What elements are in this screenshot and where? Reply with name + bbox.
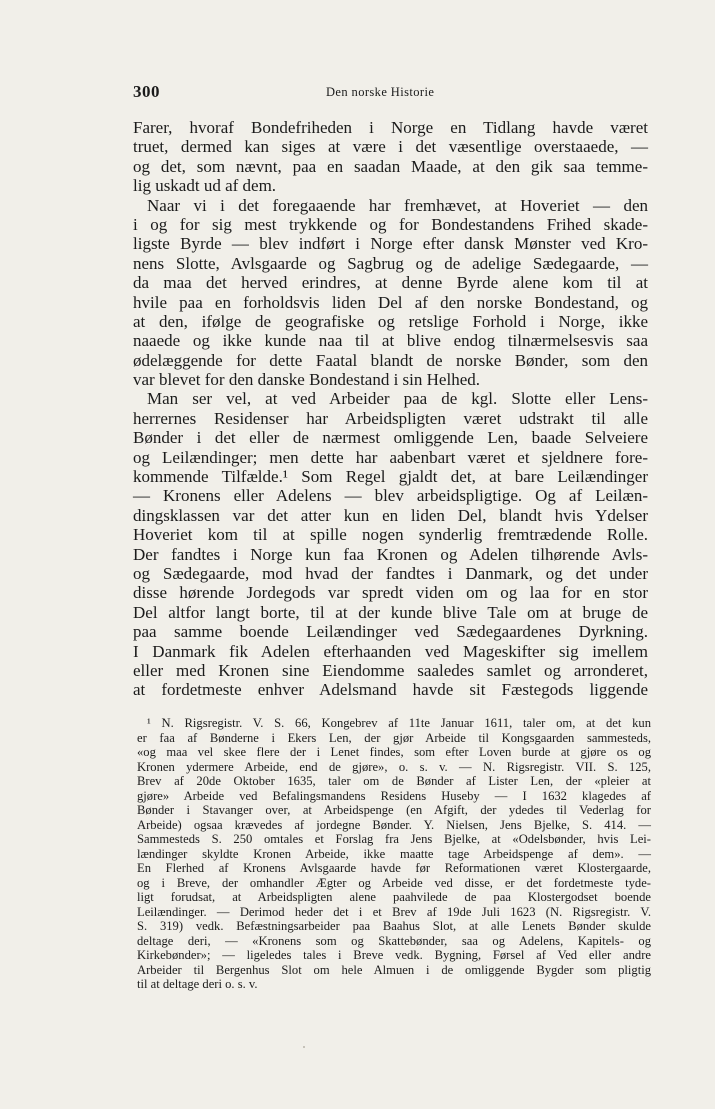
footnote-line: Kronen ydermere Arbeide, end de gjøre», o. s. v. — N. Rigsregistr. VII. S. 125, [137, 759, 651, 774]
footnote-line: Bønder i Stavanger over, at Arbeidspenge (en Afgift, der ydedes til Vederlag for [137, 803, 651, 817]
body-line: eller med Kronen sine Eiendomme saaledes samlet og arronderet, [133, 660, 648, 680]
footnote-line: «og maa vel skee flere der i Lenet findes, som efter Loven burde at gjøre os og [137, 745, 651, 759]
footnote-line: lændinger skyldte Kronen Arbeide, ikke maatte tage Arbeidspenge af dem». — [137, 846, 651, 861]
body-line: Del altfor langt borte, til at der kunde blive Tale om at bruge de [133, 602, 648, 622]
body-line: kommende Tilfælde.¹ Som Regel gjaldt det, at bare Leilændinger [133, 467, 648, 487]
body-line: — Kronens eller Adelens — blev arbeidspligtige. Og af Leilæn- [133, 486, 648, 506]
footnote-line: og i Breve, der omhandler Ægter og Arbeide ved disse, er det fordetmeste tyde- [137, 875, 651, 890]
body-line: lig uskadt ud af dem. [133, 176, 277, 196]
body-line: Hoveriet kom til at spille nogen synderlig fremtrædende Rolle. [133, 525, 648, 545]
body-line: at den, ifølge de geografiske og retslige Forhold i Norge, ikke [133, 311, 648, 331]
footnote-line: er faa af Bønderne i Ekers Len, der gjør Arbeide til Kongsgaarden sammesteds, [137, 730, 651, 745]
body-line: Man ser vel, at ved Arbeider paa de kgl. Slotte eller Lens- [147, 389, 648, 409]
footnote-line: En Flerhed af Kronens Avlsgaarde havde før Reformationen været Klostergaarde, [137, 861, 651, 875]
body-line: var blevet for den danske Bondestand i sin Helhed. [133, 370, 480, 390]
page-number: 300 [133, 82, 160, 101]
body-line: Bønder i det eller de nærmest omliggende Len, baade Selveiere [133, 428, 648, 448]
body-text [133, 118, 648, 700]
footnote-line: Arbeider til Bergenhus Slot om hele Almuen i de omliggende Bygder som pligtig [137, 962, 651, 977]
body-line: paa samme boende Leilændinger ved Sædegaardenes Dyrkning. [133, 622, 648, 642]
footnote-line: gjøre» Arbeide ved Befalingsmandens Residens Huseby — I 1632 klagedes af [137, 788, 651, 803]
body-line: Naar vi i det foregaaende har fremhævet, at Hoveriet — den [147, 195, 648, 215]
footnote-line: Sammesteds S. 250 omtales et Forslag fra Jens Bjelke, at «Odelsbønder, hvis Lei- [137, 832, 651, 846]
running-head: Den norske Historie [326, 85, 435, 99]
body-line: og det, som nævnt, paa en saadan Maade, at den gik saa temme- [133, 156, 648, 176]
body-line: naaede og ikke kunde naa til at blive endog tilnærmelsesvis saa [133, 331, 648, 351]
body-line: I Danmark fik Adelen efterhaanden ved Mageskifter sig imellem [133, 641, 648, 661]
footnote-line: til at deltage deri o. s. v. [137, 977, 258, 991]
body-line: i og for sig mest trykkende og for Bondestandens Frihed skade- [133, 214, 648, 234]
footnote-line: Leilændinger. — Derimod heder det i et Brev af 19de Juli 1623 (N. Rigsregistr. V. [137, 904, 651, 919]
body-line: disse hørende Jordegods var spredt viden om og laa for en stor [133, 583, 648, 603]
body-line: ligste Byrde — blev indført i Norge efter dansk Mønster ved Kro- [133, 234, 648, 254]
body-line: da maa det herved erindres, at denne Byrde alene kom til at [133, 273, 648, 293]
body-line: truet, dermed kan siges at være i det væsentlige overstaaede, — [133, 137, 648, 157]
body-line: og Leilændinger; men dette har aabenbart været et sjeldnere fore- [133, 447, 648, 467]
body-line: herrernes Residenser har Arbeidspligten været udstrakt til alle [133, 408, 648, 428]
body-line: ødelæggende for dette Faatal blandt de norske Bønder, som den [133, 350, 648, 370]
body-line: dingsklassen var det atter kun en liden Del, blandt hvis Ydelser [133, 505, 648, 525]
footnote-line: S. 319) vedk. Befæstningsarbeider paa Baahus Slot, at alle Lenets Bønder skulde [137, 919, 651, 933]
page-header [133, 82, 647, 102]
body-line: Der fandtes i Norge kun faa Kronen og Adelen tilhørende Avls- [133, 544, 648, 564]
footnote-line: Kirkebønder»; — ligeledes tales i Breve vedk. Bygning, Førsel af Ved eller andre [137, 948, 651, 962]
body-line: at fordetmeste enhver Adelsmand havde sit Fæstegods liggende [133, 680, 648, 700]
body-line: og Sædegaarde, mod hvad der fandtes i Danmark, og det under [133, 563, 648, 583]
footnote-line: ¹ N. Rigsregistr. V. S. 66, Kongebrev af 11te Januar 1611, taler om, at det kun [147, 716, 651, 730]
footnote-line: Brev af 20de Oktober 1635, taler om de Bønder af Lister Len, der «pleier at [137, 774, 651, 788]
footnote-line: deltage deri, — «Kronens som og Skattebønder, saa og Adelens, Kapitels- og [137, 933, 651, 948]
body-line: hvile paa en forholdsvis liden Del af den norske Bondestand, og [133, 292, 648, 312]
body-line: Farer, hvoraf Bondefriheden i Norge en Tidlang havde været [133, 118, 648, 137]
paper-speck [303, 1046, 305, 1048]
footnote-line: ligt forudsat, at Arbeidspligten alene paahvilede de paa Klostergodset boende [137, 890, 651, 904]
body-line: nens Slotte, Avlsgaarde og Sagbrug og de adelige Sædegaarde, — [133, 253, 648, 273]
footnotes [137, 716, 651, 992]
footnote-line: Arbeide) ogsaa krævedes af jordegne Bønder. Y. Nielsen, Jens Bjelke, S. 414. — [137, 817, 651, 832]
